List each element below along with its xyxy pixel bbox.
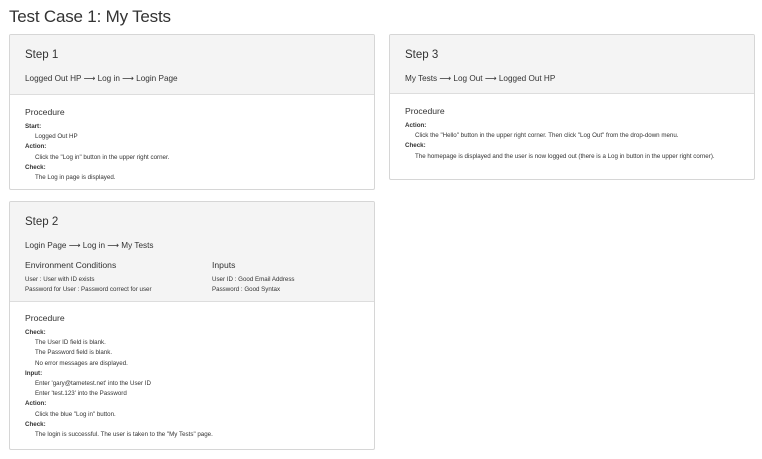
procedure-label: Check: xyxy=(25,163,46,171)
procedure-line: Click the "Log in" button in the upper right corner. xyxy=(35,153,170,161)
step-2-procedure xyxy=(25,328,364,440)
procedure-line: Enter 'test.123' into the Password xyxy=(35,390,127,398)
page-title: Test Case 1: My Tests xyxy=(9,7,171,26)
step-2-title: Step 2 xyxy=(25,216,59,228)
procedure-label: Check: xyxy=(25,329,46,336)
procedure-line: Enter 'gary@tametest.net' into the User ID xyxy=(35,380,151,388)
procedure-line: No error messages are displayed. xyxy=(35,359,128,367)
step-3-card xyxy=(389,34,755,180)
procedure-line: The login is successful. The user is taken to the "My Tests" page. xyxy=(35,431,213,439)
procedure-label: Check: xyxy=(405,142,426,150)
inputs-title: Inputs xyxy=(212,260,236,270)
step-1-path: Logged Out HP ⟶ Log in ⟶ Login Page xyxy=(25,74,178,83)
environment-condition: User : User with ID exists xyxy=(25,276,95,283)
procedure-line: The Password field is blank. xyxy=(35,349,113,357)
procedure-label: Action: xyxy=(405,122,427,129)
procedure-label: Check: xyxy=(25,420,46,428)
procedure-label: Action: xyxy=(25,400,47,408)
step-3-procedure-title: Procedure xyxy=(405,106,445,116)
step-2-path: Login Page ⟶ Log in ⟶ My Tests xyxy=(25,241,154,250)
procedure-line: The Log in page is displayed. xyxy=(35,174,116,182)
procedure-line: Click the "Hello" button in the upper right corner. Then click "Log Out" from the drop-down menu. xyxy=(415,132,679,140)
environment-conditions-title: Environment Conditions xyxy=(25,260,117,270)
input-value: User ID : Good Email Address xyxy=(212,276,295,283)
procedure-line: The User ID field is blank. xyxy=(35,339,106,347)
step-1-card xyxy=(9,34,375,190)
step-2-procedure-title: Procedure xyxy=(25,313,65,323)
procedure-label: Action: xyxy=(25,143,47,151)
procedure-line: Logged Out HP xyxy=(35,133,78,141)
step-3-procedure xyxy=(405,121,744,162)
environment-condition: Password for User : Password correct for user xyxy=(25,286,152,293)
step-1-procedure xyxy=(25,122,364,183)
procedure-line: Click the blue "Log in" button. xyxy=(35,410,116,418)
step-3-title: Step 3 xyxy=(405,49,439,61)
step-2-header xyxy=(10,202,374,302)
procedure-line: The homepage is displayed and the user is now logged out (there is a Log in button in the upper right corner). xyxy=(415,152,715,160)
step-3-header xyxy=(390,35,754,94)
step-1-title: Step 1 xyxy=(25,49,59,61)
step-1-header xyxy=(10,35,374,95)
input-value: Password : Good Syntax xyxy=(212,286,281,293)
step-1-procedure-title: Procedure xyxy=(25,107,65,117)
step-2-card xyxy=(9,201,375,450)
step-3-path: My Tests ⟶ Log Out ⟶ Logged Out HP xyxy=(405,74,556,83)
procedure-label: Start: xyxy=(25,123,42,130)
procedure-label: Input: xyxy=(25,369,43,377)
